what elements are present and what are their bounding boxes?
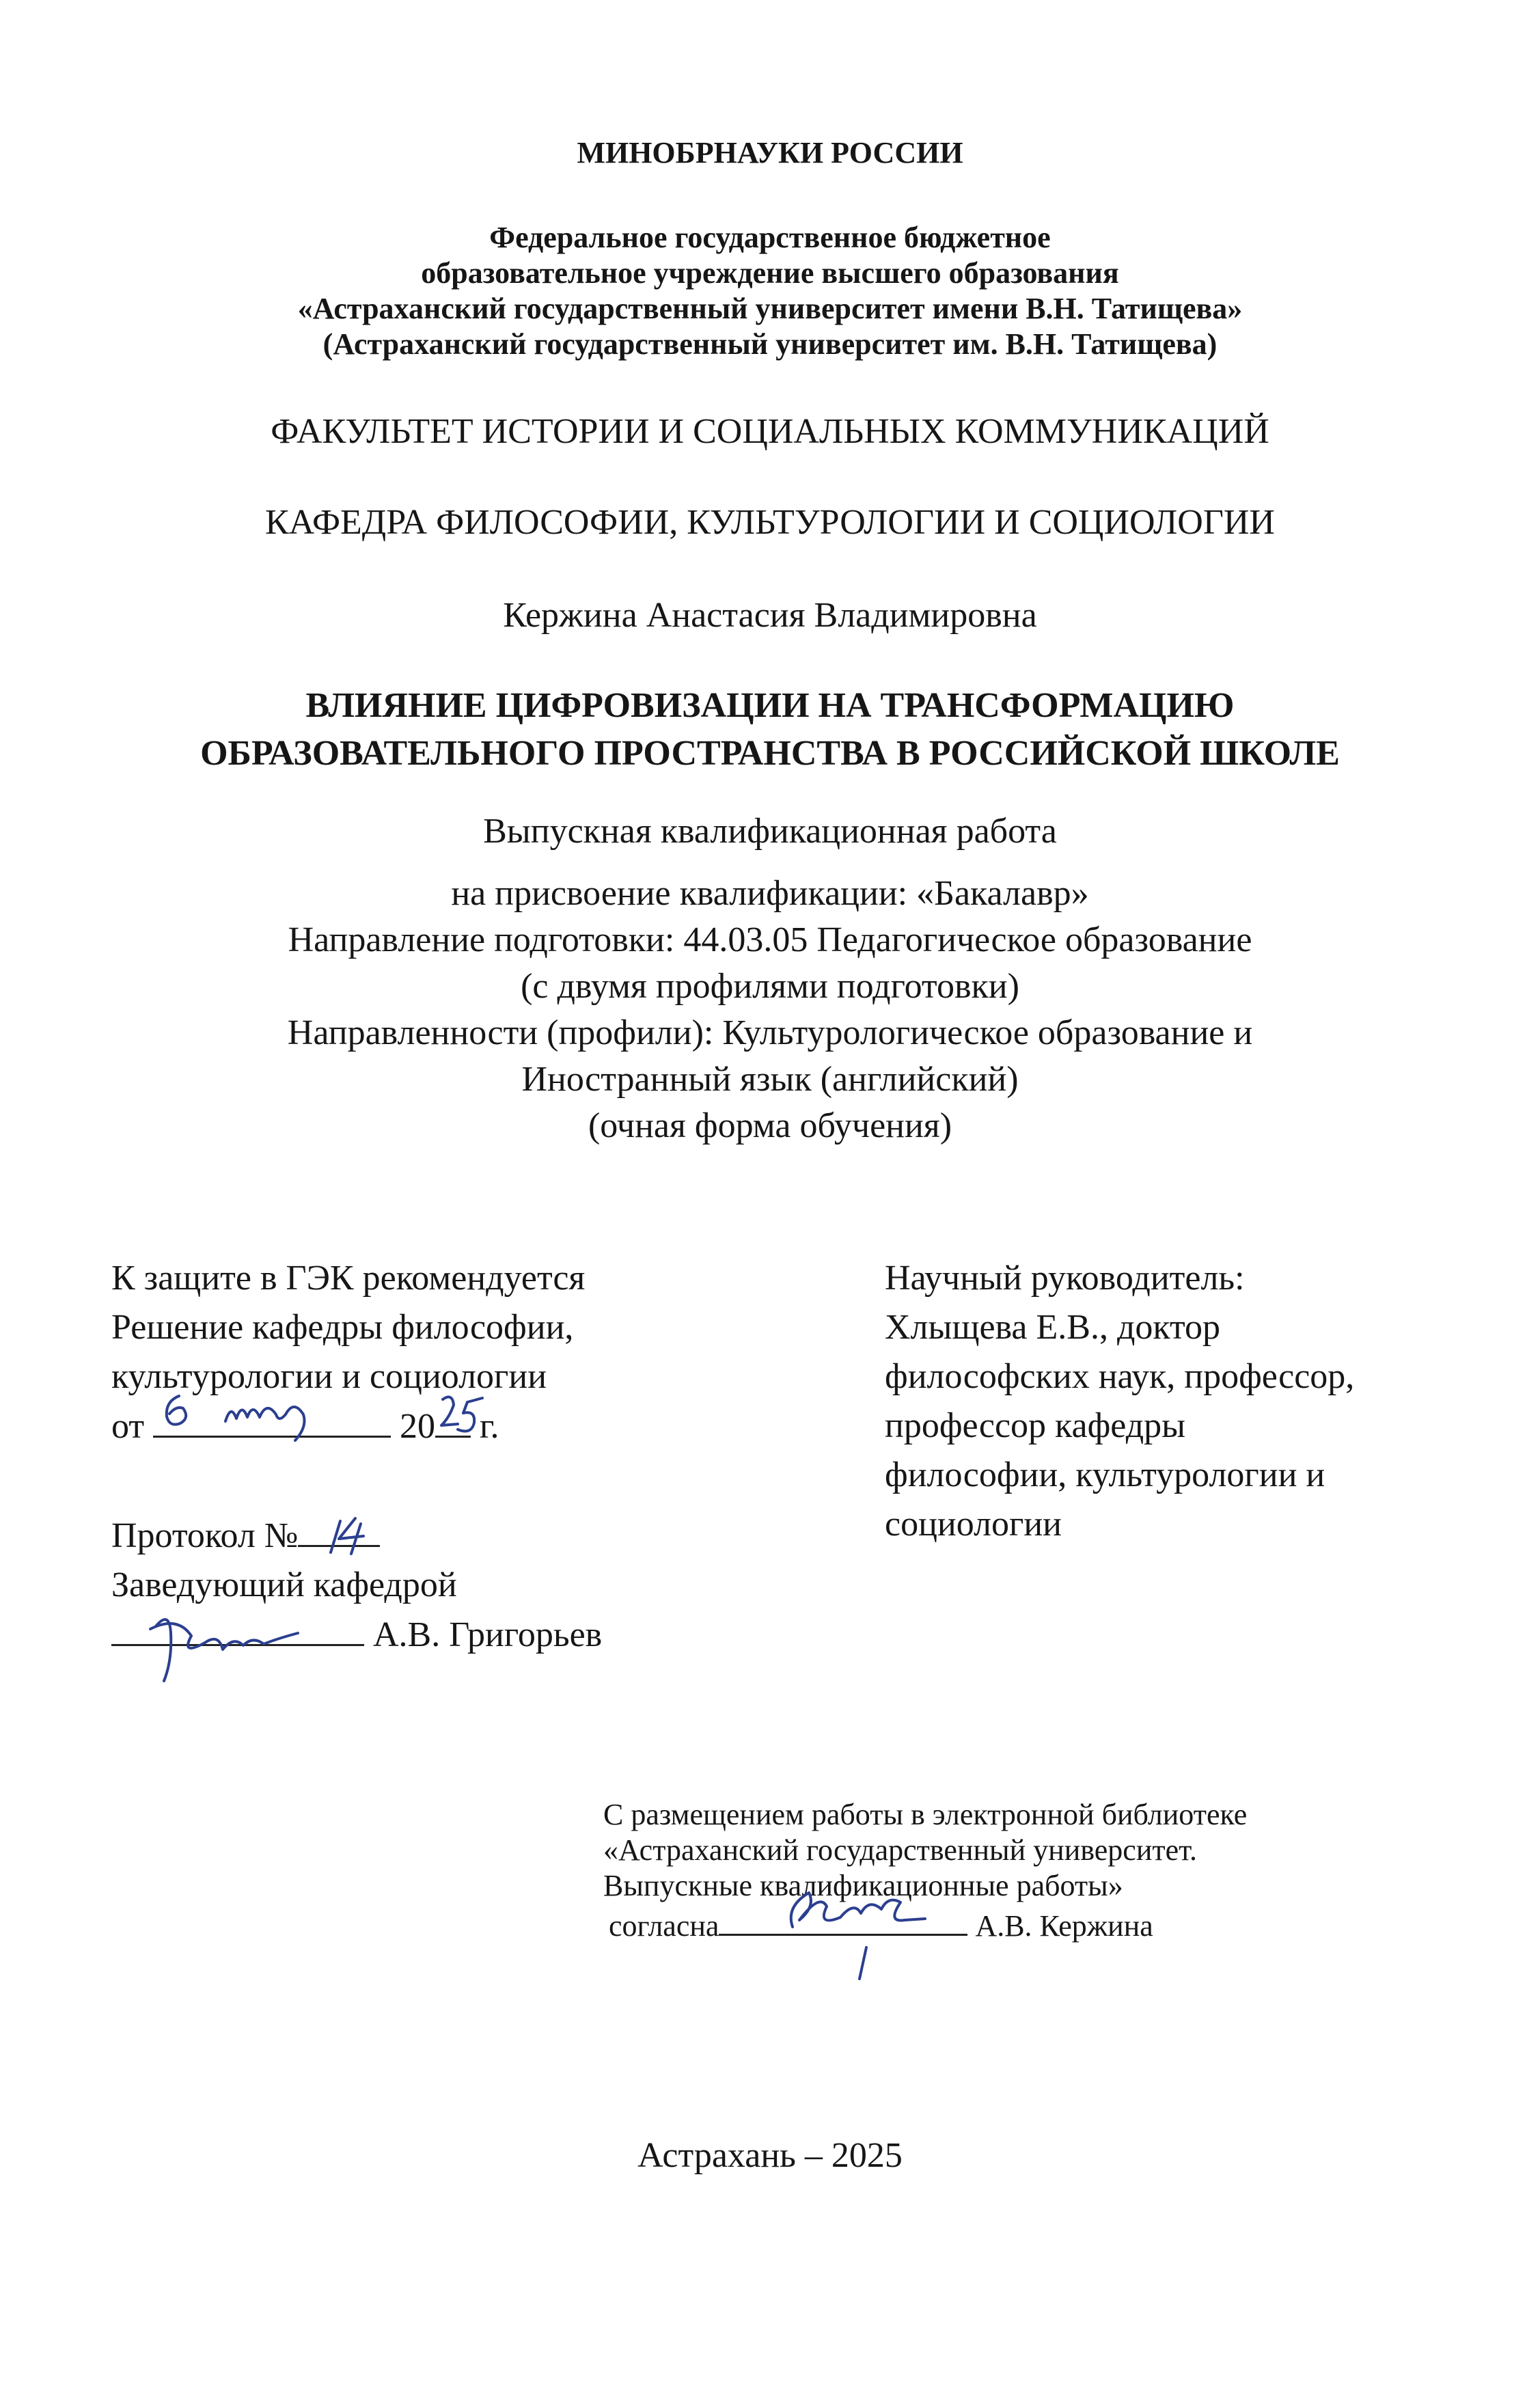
- faculty-name: ФАКУЛЬТЕТ ИСТОРИИ И СОЦИАЛЬНЫХ КОММУНИКАЦИЙ: [271, 412, 1269, 451]
- direction-line: Направление подготовки: 44.03.05 Педагогическое образование: [288, 920, 1252, 959]
- profiles-line: Иностранный язык (английский): [521, 1060, 1019, 1099]
- work-details: [0, 871, 1540, 1149]
- agree-label: согласна: [609, 1909, 719, 1943]
- protocol-blank: [298, 1511, 380, 1547]
- defense-line: культурологии и социологии: [111, 1357, 547, 1396]
- head-signature-line: [111, 1610, 602, 1660]
- institution-line: образовательное учреждение высшего образования: [421, 256, 1119, 290]
- date-blank: [153, 1401, 391, 1438]
- date-year-prefix: 20: [400, 1407, 436, 1446]
- student-name: А.В. Кержина: [975, 1909, 1153, 1943]
- consent-line: Выпускные квалификационные работы»: [603, 1869, 1123, 1902]
- institution-line: «Астраханский государственный университет имени В.Н. Татищева»: [297, 292, 1243, 325]
- institution-line: Федеральное государственное бюджетное: [489, 221, 1051, 254]
- thesis-title-line: ОБРАЗОВАТЕЛЬНОГО ПРОСТРАНСТВА В РОССИЙСКОЙ ШКОЛЕ: [200, 734, 1340, 773]
- work-type: Выпускная квалификационная работа: [483, 812, 1057, 851]
- study-form-line: (очная форма обучения): [588, 1106, 952, 1145]
- supervisor-line: социологии: [885, 1505, 1062, 1544]
- supervisor-block: [885, 1254, 1354, 1549]
- consent-line: «Астраханский государственный университет.: [603, 1833, 1198, 1867]
- institution-name: [0, 220, 1540, 362]
- direction-note-line: (с двумя профилями подготовки): [521, 967, 1019, 1006]
- supervisor-line: Хлыщева Е.В., доктор: [885, 1308, 1221, 1347]
- profiles-line: Направленности (профили): Культурологическое образование и: [287, 1013, 1253, 1052]
- library-consent: [603, 1797, 1247, 1944]
- qualification-line: на присвоение квалификации: «Бакалавр»: [451, 874, 1089, 913]
- city-year: Астрахань – 2025: [637, 2136, 903, 2175]
- consent-line: С размещением работы в электронной библиотеке: [603, 1798, 1248, 1831]
- thesis-title: [0, 682, 1540, 778]
- defense-line: Решение кафедры философии,: [111, 1308, 574, 1347]
- author-name: Кержина Анастасия Владимировна: [503, 596, 1037, 635]
- supervisor-line: профессор кафедры: [885, 1406, 1186, 1445]
- supervisor-line: философии, культурологии и: [885, 1455, 1325, 1494]
- head-title: Заведующий кафедрой: [111, 1565, 457, 1604]
- head-signature-blank: [111, 1610, 364, 1646]
- ministry-heading: МИНОБРНАУКИ РОССИИ: [577, 136, 963, 169]
- date-suffix: г.: [480, 1407, 499, 1446]
- protocol-block: [111, 1511, 602, 1660]
- defense-line: К защите в ГЭК рекомендуется: [111, 1259, 586, 1298]
- protocol-line: [111, 1511, 602, 1561]
- defense-block: [111, 1254, 585, 1451]
- department-name: КАФЕДРА ФИЛОСОФИИ, КУЛЬТУРОЛОГИИ И СОЦИОЛОГИИ: [265, 503, 1275, 542]
- consent-signature-line: [603, 1904, 1247, 1944]
- thesis-title-line: ВЛИЯНИЕ ЦИФРОВИЗАЦИИ НА ТРАНСФОРМАЦИЮ: [305, 686, 1235, 725]
- head-name: А.В. Григорьев: [373, 1615, 603, 1654]
- decision-date-line: [111, 1401, 585, 1451]
- supervisor-line: философских наук, профессор,: [885, 1357, 1355, 1396]
- year-blank: [435, 1401, 471, 1438]
- date-prefix: от: [111, 1407, 145, 1446]
- supervisor-line: Научный руководитель:: [885, 1259, 1245, 1298]
- institution-line: (Астраханский государственный университет им. В.Н. Татищева): [322, 327, 1218, 361]
- protocol-label: Протокол №: [111, 1516, 299, 1555]
- student-signature-blank: [719, 1904, 967, 1936]
